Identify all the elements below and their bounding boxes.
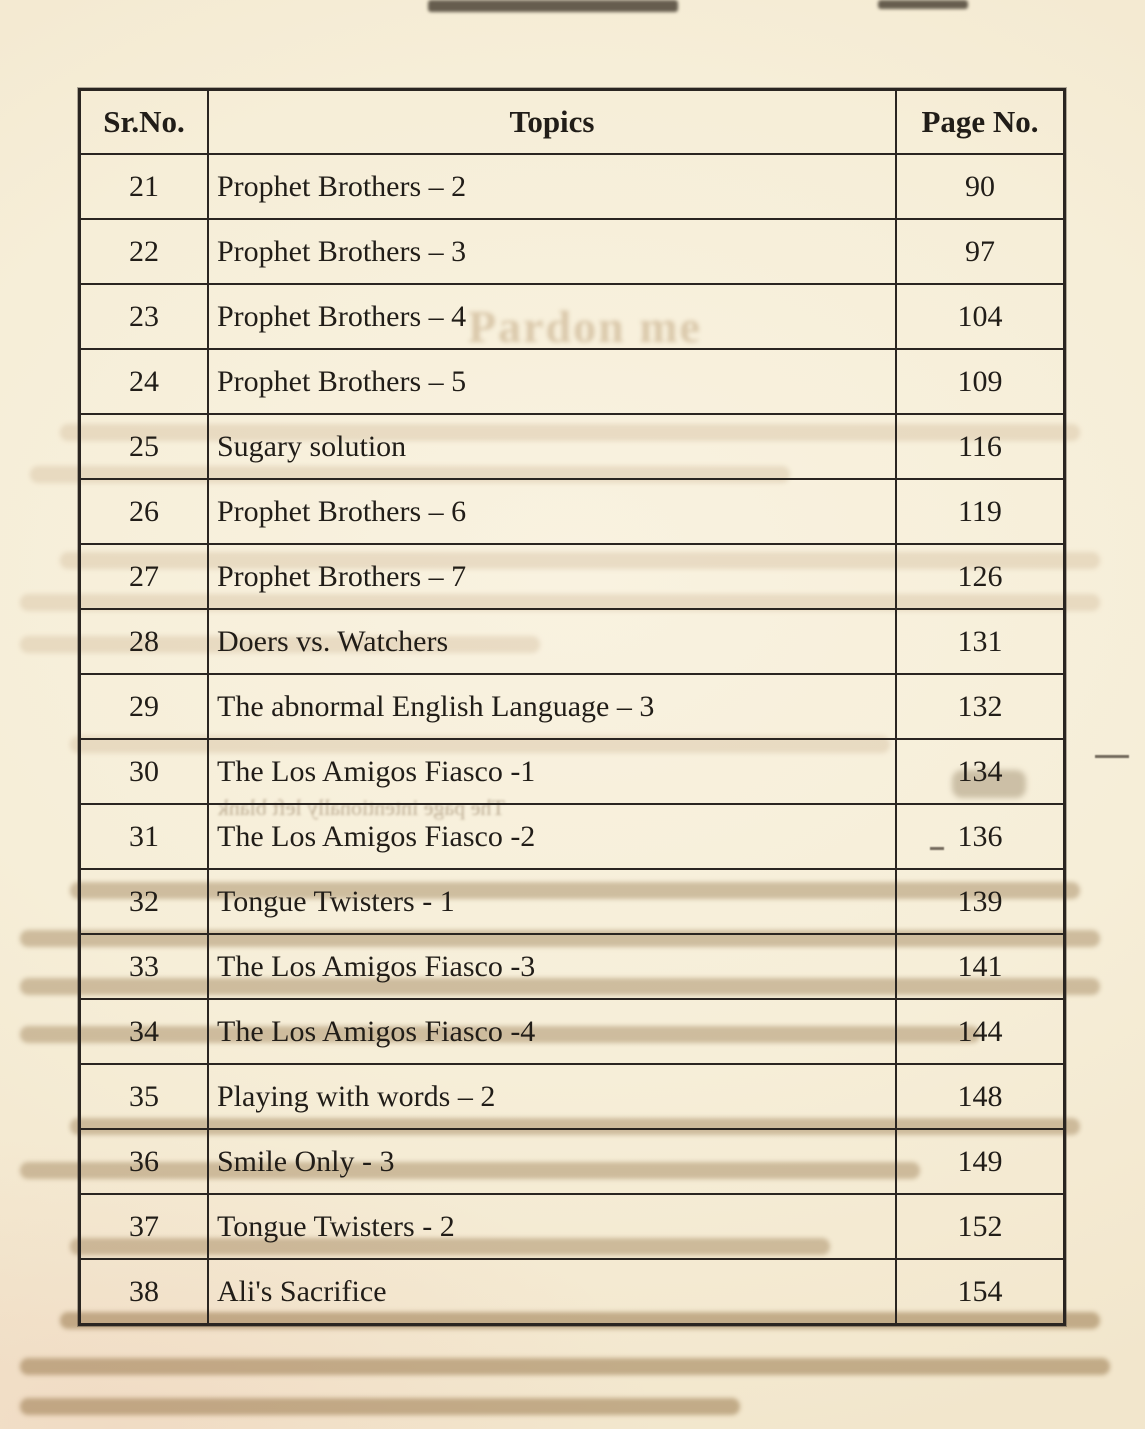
- header-row: [80, 90, 1065, 155]
- table-row: [80, 999, 1065, 1064]
- cell-pageno: 154: [896, 1259, 1065, 1325]
- table-row: [80, 934, 1065, 999]
- cell-srno: 25: [80, 414, 209, 479]
- table-row: [80, 349, 1065, 414]
- table-row: [80, 869, 1065, 934]
- cell-topic: The Los Amigos Fiasco -3: [208, 934, 896, 999]
- bleed-through-heading: Pardon me: [468, 301, 702, 352]
- cell-pageno: 134: [896, 739, 1065, 804]
- cell-srno: 31: [80, 804, 209, 869]
- bleed-through-line: [20, 1358, 1110, 1375]
- cell-topic: The Los Amigos Fiasco -2: [208, 804, 896, 869]
- cell-pageno: 152: [896, 1194, 1065, 1259]
- cell-srno: 34: [80, 999, 209, 1064]
- cell-srno: 29: [80, 674, 209, 739]
- cell-pageno: 148: [896, 1064, 1065, 1129]
- cell-topic: Prophet Brothers – 2: [208, 154, 896, 219]
- cell-pageno: 141: [896, 934, 1065, 999]
- cell-srno: 36: [80, 1129, 209, 1194]
- table-row: [80, 1064, 1065, 1129]
- cell-pageno: 139: [896, 869, 1065, 934]
- cell-topic: Ali's Sacrifice: [208, 1259, 896, 1325]
- table-row: [80, 739, 1065, 804]
- cell-srno: 27: [80, 544, 209, 609]
- cell-topic: Tongue Twisters - 1: [208, 869, 896, 934]
- cell-pageno: 131: [896, 609, 1065, 674]
- cell-topic: Prophet Brothers – 7: [208, 544, 896, 609]
- column-header-srno: Sr.No.: [80, 90, 209, 155]
- cell-topic: Prophet Brothers – 4: [208, 284, 896, 349]
- cell-pageno: 90: [896, 154, 1065, 219]
- cell-topic: The Los Amigos Fiasco -1: [208, 739, 896, 804]
- column-header-pageno: Page No.: [896, 90, 1065, 155]
- column-header-topics: Topics: [208, 90, 896, 155]
- top-edge-ink-mark: [428, 0, 678, 12]
- cell-topic: Tongue Twisters - 2: [208, 1194, 896, 1259]
- cell-topic: Playing with words – 2: [208, 1064, 896, 1129]
- bleed-through-line: [20, 1398, 740, 1415]
- table-row: [80, 1129, 1065, 1194]
- bleed-through-note: The page intentionally left blank: [217, 795, 505, 820]
- table-row: [80, 219, 1065, 284]
- table-row: [80, 154, 1065, 219]
- cell-srno: 26: [80, 479, 209, 544]
- cell-srno: 23: [80, 284, 209, 349]
- table-row: [80, 1259, 1065, 1325]
- table-row: [80, 479, 1065, 544]
- cell-srno: 32: [80, 869, 209, 934]
- cell-srno: 33: [80, 934, 209, 999]
- table-row: [80, 674, 1065, 739]
- cell-topic: Smile Only - 3: [208, 1129, 896, 1194]
- cell-srno: 21: [80, 154, 209, 219]
- cell-pageno: 149: [896, 1129, 1065, 1194]
- cell-topic: Prophet Brothers – 6: [208, 479, 896, 544]
- cell-pageno: 126: [896, 544, 1065, 609]
- cell-pageno: 116: [896, 414, 1065, 479]
- cell-pageno: 144: [896, 999, 1065, 1064]
- cell-srno: 22: [80, 219, 209, 284]
- cell-topic: Prophet Brothers – 5: [208, 349, 896, 414]
- cell-pageno: 104: [896, 284, 1065, 349]
- table-row: [80, 284, 1065, 349]
- cell-pageno: 132: [896, 674, 1065, 739]
- cell-topic: The abnormal English Language – 3: [208, 674, 896, 739]
- cell-srno: 37: [80, 1194, 209, 1259]
- cell-srno: 28: [80, 609, 209, 674]
- table-row: [80, 1194, 1065, 1259]
- cell-srno: 24: [80, 349, 209, 414]
- table-row: [80, 544, 1065, 609]
- contents-table: [78, 88, 1066, 1326]
- cell-srno: 30: [80, 739, 209, 804]
- cell-topic: Prophet Brothers – 3: [208, 219, 896, 284]
- table-row: [80, 414, 1065, 479]
- table-row: [80, 609, 1065, 674]
- cell-topic: Doers vs. Watchers: [208, 609, 896, 674]
- top-edge-ink-mark: [878, 0, 968, 9]
- cell-srno: 35: [80, 1064, 209, 1129]
- cell-topic: The Los Amigos Fiasco -4: [208, 999, 896, 1064]
- cell-topic: Sugary solution: [208, 414, 896, 479]
- stray-mark: [1095, 755, 1129, 758]
- cell-pageno: 119: [896, 479, 1065, 544]
- cell-srno: 38: [80, 1259, 209, 1325]
- cell-pageno: 97: [896, 219, 1065, 284]
- table-row: [80, 804, 1065, 869]
- cell-pageno: 136: [896, 804, 1065, 869]
- cell-pageno: 109: [896, 349, 1065, 414]
